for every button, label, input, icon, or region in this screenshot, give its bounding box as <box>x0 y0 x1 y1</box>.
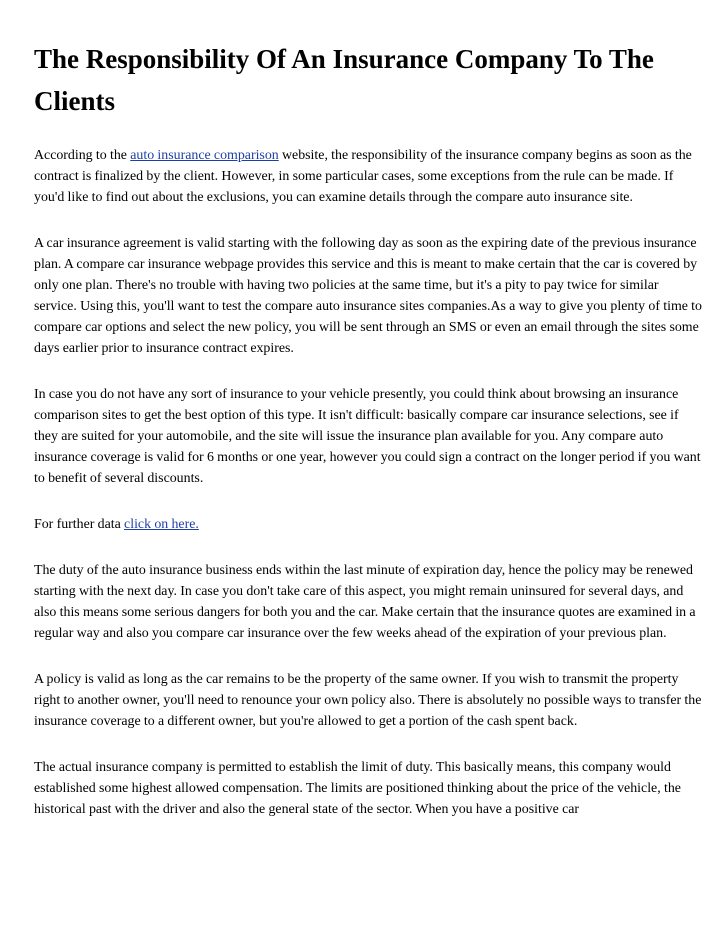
paragraph-1-text-start: According to the <box>34 148 131 163</box>
paragraph-1-text-end: website, the responsibility of the insurance company begins as soon as the contract is finalized by the client. However, in some particular cases, some exceptions from the rule can be made. If you'd like to find out about the exclusions, you can examine details through the compare auto insurance site. <box>34 148 692 205</box>
page-title: The Responsibility Of An Insurance Company To The Clients <box>34 44 654 116</box>
paragraph-4-text: For further data <box>34 517 125 532</box>
document-page <box>34 38 702 845</box>
auto-insurance-comparison-link[interactable]: auto insurance comparison <box>130 148 279 163</box>
paragraph-6: A policy is valid as long as the car remains to be the property of the same owner. If you wish to transmit the property right to another owner, you'll need to renounce your own policy also. There is absolutely no possible ways to transfer the insurance coverage to a different owner, but you're allowed to get a portion of the cash spent back. <box>34 672 702 729</box>
paragraph-5: The duty of the auto insurance business ends within the last minute of expiration day, hence the policy may be renewed starting with the next day. In case you don't take care of this aspect, you might remain uninsured for several days, and also this means some serious dangers for both you and the car. Make certain that the insurance quotes are examined in a regular way and also you compare car insurance over the few weeks ahead of the expiration of your previous plan. <box>34 563 696 641</box>
paragraph-7: The actual insurance company is permitted to establish the limit of duty. This basically means, this company would established some highest allowed compensation. The limits are positioned thinking about the price of the vehicle, the historical past with the driver and also the general state of the sector. When you have a positive car <box>34 760 681 817</box>
paragraph-1 <box>34 145 702 208</box>
paragraph-4 <box>34 514 702 535</box>
paragraph-3: In case you do not have any sort of insurance to your vehicle presently, you could think about browsing an insurance comparison sites to get the best option of this type. It isn't difficult: basically compare car insurance selections, see if they are suited for your automobile, and the site will issue the insurance plan available for you. Any compare auto insurance coverage is valid for 6 months or one year, however you could sign a contract on the longer period if you want to benefit of several discounts. <box>34 387 701 486</box>
paragraph-2: A car insurance agreement is valid starting with the following day as soon as the expiring date of the previous insurance plan. A compare car insurance webpage provides this service and this is meant to make certain that the car is covered by only one plan. There's no trouble with having two policies at the same time, but it's a pity to pay twice for similar service. Using this, you'll want to test the compare auto insurance sites companies.As a way to give you plenty of time to compare car options and select the new policy, you will be sent through an SMS or even an email through the sites some days earlier prior to insurance contract expires. <box>34 236 702 356</box>
click-here-link[interactable]: click on here. <box>124 517 199 532</box>
